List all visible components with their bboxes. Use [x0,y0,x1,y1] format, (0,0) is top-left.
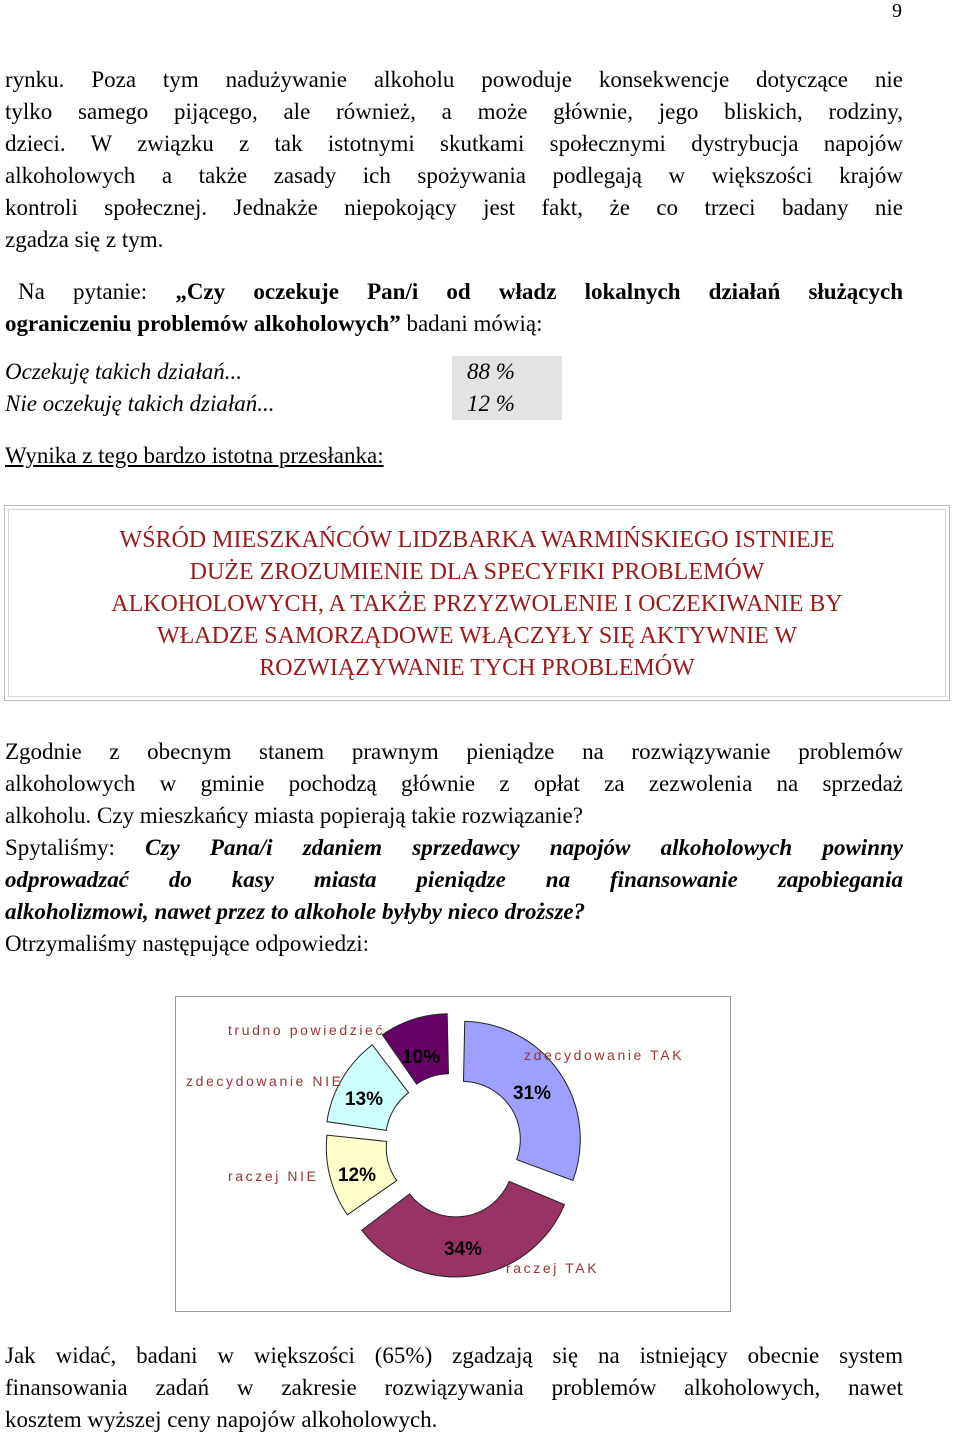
question-text: „Czy oczekuje Pan/i od władz lokalnych działań służących [175,279,904,304]
answer-row [5,356,565,388]
premise-heading: Wynika z tego bardzo istotna przesłanka: [5,443,384,468]
conclusion-line: WŚRÓD MIESZKAŃCÓW LIDZBARKA WARMIŃSKIEGO ISTNIEJE [119,527,835,553]
text-line: alkoholu. Czy mieszkańcy miasta popierają takie rozwiązanie? [5,803,583,828]
slice-name-label: zdecydowanie TAK [524,1047,685,1063]
conclusion-box [4,505,950,701]
answers-list [5,356,565,420]
slice-value-label: 10% [401,1047,441,1068]
question-suffix: badani mówią: [400,311,543,336]
paragraph-conclusion [5,1340,903,1436]
slice-name-label: zdecydowanie NIE [186,1073,344,1089]
text-line: Jak widać, badani w większości (65%) zgadzają się na istniejący obecnie system [5,1343,903,1368]
text-line: kontroli społecznej. Jednakże niepokojący jest fakt, że co trzeci badany nie [5,195,903,220]
question-line [5,308,903,340]
slice-value-label: 13% [344,1089,384,1110]
slice-value-label: 12% [337,1165,377,1186]
text-line: alkoholowych w gminie pochodzą głównie z opłat za zezwolenia na sprzedaż [5,771,903,796]
answer-label: Oczekuję takich działań... [5,359,242,384]
slice-value-label: 31% [512,1083,552,1104]
conclusion-line: ROZWIĄZYWANIE TYCH PROBLEMÓW [259,655,695,681]
text-line: dzieci. W związku z tak istotnymi skutkami społecznymi dystrybucja napojów [5,131,903,156]
slice-name-label: raczej TAK [506,1260,600,1276]
answer-label: Nie oczekuję takich działań... [5,391,275,416]
text-line: finansowania zadań w zakresie rozwiązywania problemów alkoholowych, nawet [5,1375,903,1400]
text-line: alkoholowych a także zasady ich spożywania podlegają w większości krajów [5,163,903,188]
survey-intro: Spytaliśmy: [5,835,146,860]
survey-paragraph [5,832,903,960]
survey-line [5,832,903,864]
doughnut-chart [175,996,731,1312]
slice-name-label: trudno powiedzieć [228,1022,386,1038]
page-number: 9 [892,0,902,22]
text-line: zgadza się z tym. [5,227,164,252]
survey-question: Czy Pana/i zdaniem sprzedawcy napojów alkoholowych powinny [145,835,903,860]
survey-question: alkoholizmowi, nawet przez to alkohole byłyby nieco droższe? [5,899,586,924]
survey-line [5,864,903,896]
answer-value: 88 % [452,356,562,388]
question-line [5,276,903,308]
answer-row [5,388,565,420]
question-paragraph [5,276,903,340]
text-line: rynku. Poza tym nadużywanie alkoholu powoduje konsekwencje dotyczące nie [5,67,903,92]
conclusion-line: ALKOHOLOWYCH, A TAKŻE PRZYZWOLENIE I OCZEKIWANIE BY [111,591,843,617]
chart-canvas [176,997,730,1311]
slice-name-label: raczej NIE [228,1168,319,1184]
conclusion-line: WŁADZE SAMORZĄDOWE WŁĄCZYŁY SIĘ AKTYWNIE W [156,623,798,649]
text-line: tylko samego pijącego, ale również, a może głównie, jego bliskich, rodziny, [5,99,903,124]
paragraph-intro [5,64,903,256]
question-prefix: Na pytanie: [18,279,176,304]
survey-outro: Otrzymaliśmy następujące odpowiedzi: [5,931,370,956]
survey-line [5,896,903,928]
answer-value: 12 % [452,388,562,420]
question-text: ograniczeniu problemów alkoholowych” [5,311,401,336]
text-line: Zgodnie z obecnym stanem prawnym pieniądze na rozwiązywanie problemów [5,739,903,764]
survey-question: odprowadzać do kasy miasta pieniądze na finansowanie zapobiegania [5,867,903,892]
conclusion-line: DUŻE ZROZUMIENIE DLA SPECYFIKI PROBLEMÓW [189,559,765,585]
slice-value-label: 34% [443,1239,483,1260]
paragraph-funding [5,736,903,832]
text-line: kosztem wyższej ceny napojów alkoholowych. [5,1407,438,1432]
